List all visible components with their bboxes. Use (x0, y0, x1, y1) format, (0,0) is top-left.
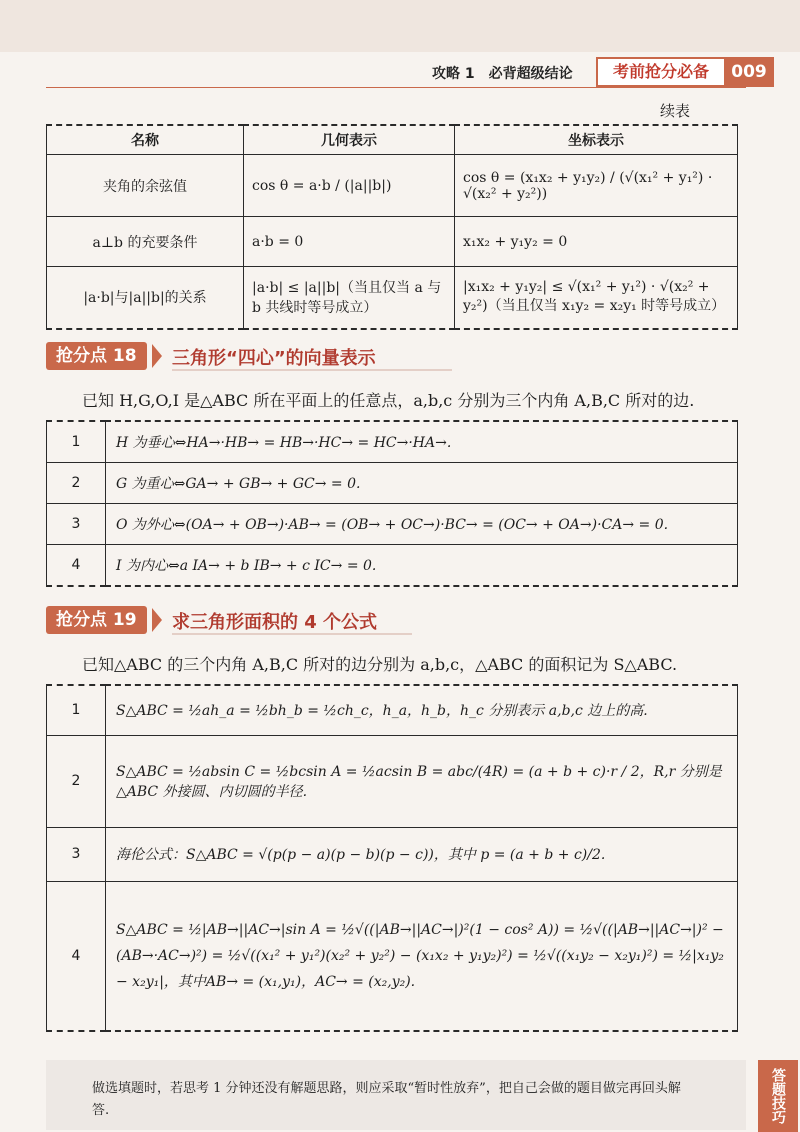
tip-text: 做选填题时，若思考 1 分钟还没有解题思路，则应采取“暂时性放弃”，把自己会做的题目做完再回头解答. (92, 1081, 681, 1118)
table-row (47, 685, 738, 735)
table-row (47, 735, 738, 827)
section-19-title: 求三角形面积的 4 个公式 (172, 612, 378, 633)
section-18-title: 三角形“四心”的向量表示 (172, 348, 376, 369)
area-formula-table (46, 684, 738, 1032)
header-rule (46, 87, 746, 88)
table-row (47, 421, 738, 463)
cell-coordinate: |x₁x₂ + y₁y₂| ≤ √(x₁² + y₁²) · √(x₂² + y₂²)（当且仅当 x₁y₂ = x₂y₁ 时等号成立） (455, 267, 738, 329)
table-row (47, 827, 738, 881)
continued-label: 续表 (660, 102, 691, 120)
table-row (47, 155, 738, 217)
table-row (47, 881, 738, 1031)
section-18-badge: 抢分点 18 (46, 342, 147, 370)
row-number: 3 (47, 827, 106, 881)
row-formula: S△ABC = ½|AB→||AC→|sin A = ½√((|AB→||AC→|)²(1 − cos² A)) = ½√((|AB→||AC→|)² − (AB→·AC→)²) = ½√((x₁² + y₁²)(x₂² + y₂²) − (x₁x₂ + y₁y₂)²) = ½√((x₁y₂ − x₂y₁)²) = ½|x₁y₂ − x₂y₁|，其中AB→ = (x₁,y₁)，AC→ = (x₂,y₂). (106, 881, 738, 1031)
running-header: 攻略 1 必背超级结论 (432, 66, 573, 82)
table-row (47, 217, 738, 267)
row-number: 3 (47, 504, 106, 545)
section-19-intro: 已知△ABC 的三个内角 A,B,C 所对的边分别为 a,b,c，△ABC 的面积记为 S△ABC. (82, 655, 678, 674)
row-number: 1 (47, 685, 106, 735)
section-19-header (46, 606, 746, 638)
row-formula: S△ABC = ½ah_a = ½bh_b = ½ch_c，h_a，h_b，h_c 分别表示 a,b,c 边上的高. (106, 685, 738, 735)
row-formula: I 为内心⇔a IA→ + b IB→ + c IC→ = 0. (106, 545, 738, 587)
cell-name: |a·b|与|a||b|的关系 (47, 267, 244, 329)
section-18-underline (172, 369, 452, 371)
page-number: 009 (724, 57, 774, 87)
chevron-right-icon (152, 608, 162, 632)
row-number: 1 (47, 421, 106, 463)
row-formula: 海伦公式：S△ABC = √(p(p − a)(p − b)(p − c))，其中 p = (a + b + c)/2. (106, 827, 738, 881)
header-box-label: 考前抢分必备 (596, 57, 726, 87)
four-centers-table (46, 420, 738, 587)
row-number: 4 (47, 545, 106, 587)
row-formula: S△ABC = ½absin C = ½bcsin A = ½acsin B = abc/(4R) = (a + b + c)·r / 2，R,r 分别是△ABC 外接圆、内切圆的半径. (106, 735, 738, 827)
cell-geometric: cos θ = a·b / (|a||b|) (244, 155, 455, 217)
row-formula: H 为垂心⇔HA→·HB→ = HB→·HC→ = HC→·HA→. (106, 421, 738, 463)
side-tab: 答题技巧 (758, 1060, 798, 1132)
cell-name: 夹角的余弦值 (47, 155, 244, 217)
cell-coordinate: x₁x₂ + y₁y₂ = 0 (455, 217, 738, 267)
col-header-name: 名称 (47, 125, 244, 155)
row-number: 2 (47, 463, 106, 504)
chevron-right-icon (152, 344, 162, 368)
section-18-intro: 已知 H,G,O,I 是△ABC 所在平面上的任意点，a,b,c 分别为三个内角 A,B,C 所对的边. (82, 391, 695, 410)
section-19-underline (172, 633, 412, 635)
header-band (0, 0, 800, 52)
section-18-header (46, 342, 746, 374)
cell-geometric: a·b = 0 (244, 217, 455, 267)
row-number: 2 (47, 735, 106, 827)
vector-table (46, 124, 738, 330)
table-row (47, 504, 738, 545)
table-header-row (47, 125, 738, 155)
cell-name: a⊥b 的充要条件 (47, 217, 244, 267)
table-row (47, 267, 738, 329)
col-header-coordinate: 坐标表示 (455, 125, 738, 155)
cell-geometric: |a·b| ≤ |a||b|（当且仅当 a 与 b 共线时等号成立） (244, 267, 455, 329)
table-row (47, 545, 738, 587)
table-row (47, 463, 738, 504)
col-header-geometric: 几何表示 (244, 125, 455, 155)
cell-coordinate: cos θ = (x₁x₂ + y₁y₂) / (√(x₁² + y₁²) · √(x₂² + y₂²)) (455, 155, 738, 217)
row-number: 4 (47, 881, 106, 1031)
section-19-badge: 抢分点 19 (46, 606, 147, 634)
row-formula: G 为重心⇔GA→ + GB→ + GC→ = 0. (106, 463, 738, 504)
row-formula: O 为外心⇔(OA→ + OB→)·AB→ = (OB→ + OC→)·BC→ = (OC→ + OA→)·CA→ = 0. (106, 504, 738, 545)
